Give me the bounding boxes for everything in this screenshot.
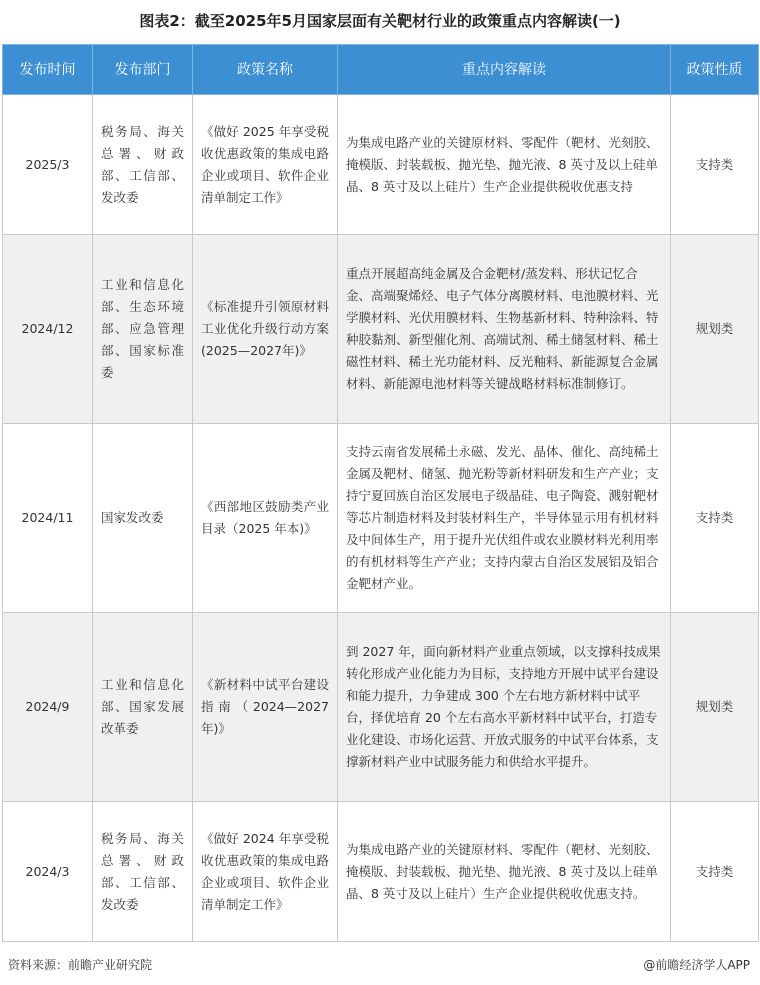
cell-policy-name: 《西部地区鼓励类产业目录（2025 年本)》 [193,424,338,613]
table-row [3,95,759,235]
cell-content: 支持云南省发展稀土永磁、发光、晶体、催化、高纯稀土金属及靶材、储氢、抛光粉等新材料研发和生产产业；支持宁夏回族自治区发展电子级晶硅、电子陶瓷、溅射靶材等芯片制造材料及封装材料生产，半导体显示用有机材料及中间体生产，用于提升光伏组件或农业膜材料光利用率的有机材料等生产产业；支持内蒙古自治区发展铝及铝合金靶材产业。 [338,424,671,613]
cell-date: 2025/3 [3,95,93,235]
cell-policy-type: 规划类 [671,613,759,802]
cell-policy-type: 支持类 [671,424,759,613]
table-header-row [3,45,759,95]
table-row [3,613,759,802]
header-key-content: 重点内容解读 [338,45,671,95]
cell-content: 重点开展超高纯金属及合金靶材/蒸发料、形状记忆合金、高端聚烯烃、电子气体分离膜材料、电池膜材料、光学膜材料、光伏用膜材料、生物基新材料、特种涂料、特种胶黏剂、新型催化剂、高端试剂、稀土储氢材料、稀土磁性材料、稀土光功能材料、反光釉料、新能源复合金属材料、新能源电池材料等关键战略材料标准制修订。 [338,235,671,424]
header-policy-name: 政策名称 [193,45,338,95]
cell-date: 2024/9 [3,613,93,802]
cell-policy-name: 《标准提升引领原材料工业优化升级行动方案(2025—2027年)》 [193,235,338,424]
cell-date: 2024/11 [3,424,93,613]
header-policy-type: 政策性质 [671,45,759,95]
cell-policy-name: 《新材料中试平台建设指南（2024—2027 年)》 [193,613,338,802]
credit-note: @前瞻经济学人APP [643,958,750,972]
cell-policy-type: 规划类 [671,235,759,424]
policy-table [2,44,759,942]
chart-title: 图表2：截至2025年5月国家层面有关靶材行业的政策重点内容解读(一) [139,12,621,30]
cell-policy-name: 《做好 2025 年享受税收优惠政策的集成电路企业或项目、软件企业清单制定工作》 [193,95,338,235]
cell-dept: 税务局、海关总署、财政部、工信部、发改委 [93,802,193,942]
table-row [3,235,759,424]
header-dept: 发布部门 [93,45,193,95]
header-date: 发布时间 [3,45,93,95]
cell-content: 到 2027 年，面向新材料产业重点领域，以支撑科技成果转化形成产业化能力为目标，支持地方开展中试平台建设和能力提升，力争建成 300 个左右地方新材料中试平台，择优培育 20 个左右高水平新材料中试平台，打造专业化建设、市场化运营、开放式服务的中试平台体系，支撑新材料产业中试服务能力和供给水平提升。 [338,613,671,802]
cell-content: 为集成电路产业的关键原材料、零配件（靶材、光刻胶、掩模版、封装载板、抛光垫、抛光液、8 英寸及以上硅单晶、8 英寸及以上硅片）生产企业提供税收优惠支持。 [338,802,671,942]
cell-date: 2024/12 [3,235,93,424]
source-note: 资料来源：前瞻产业研究院 [8,958,153,972]
cell-date: 2024/3 [3,802,93,942]
cell-dept: 工业和信息化部、国家发展改革委 [93,613,193,802]
table-row [3,802,759,942]
table-row [3,424,759,613]
cell-policy-type: 支持类 [671,95,759,235]
cell-dept: 工业和信息化部、生态环境部、应急管理部、国家标准委 [93,235,193,424]
cell-content: 为集成电路产业的关键原材料、零配件（靶材、光刻胶、掩模版、封装载板、抛光垫、抛光液、8 英寸及以上硅单晶、8 英寸及以上硅片）生产企业提供税收优惠支持 [338,95,671,235]
cell-policy-type: 支持类 [671,802,759,942]
cell-dept: 税务局、海关总署、财政部、工信部、发改委 [93,95,193,235]
cell-dept: 国家发改委 [93,424,193,613]
cell-policy-name: 《做好 2024 年享受税收优惠政策的集成电路企业或项目、软件企业清单制定工作》 [193,802,338,942]
